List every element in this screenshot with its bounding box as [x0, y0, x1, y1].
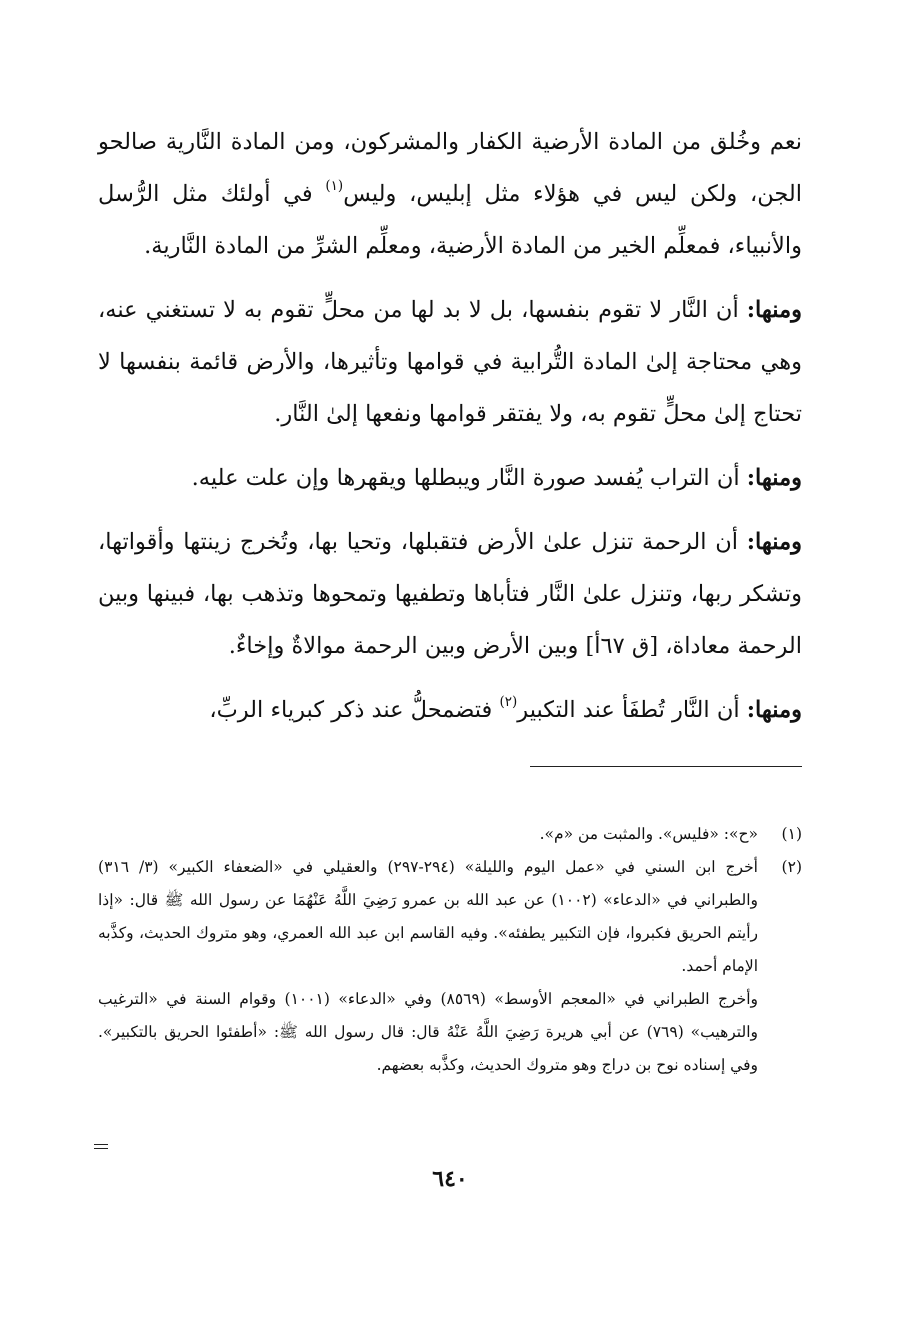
paragraph-4	[98, 516, 802, 672]
paragraph-lead: ومنها:	[746, 465, 802, 491]
paragraph-tail: فتضمحلُّ عند ذكر كبرياء الربِّ،	[209, 697, 500, 723]
page-number: ٦٤٠	[432, 1166, 468, 1192]
footnote-2-continuation: وأخرج الطبراني في «المعجم الأوسط» (٨٥٦٩) وفي «الدعاء» (١٠٠١) وقوام السنة في «الترغيب والترهيب» (٧٦٩) عن أبي هريرة رَضِيَ اللَّهُ عَنْهُ قال: قال رسول الله ﷺ: «أطفئوا الحريق بالتكبير». وفي إسناده نوح بن دراج وهو متروك الحديث، وكذَّبه بعضهم.	[98, 990, 758, 1074]
paragraph-text: أن الرحمة تنزل علىٰ الأرض فتقبلها، وتحيا بها، وتُخرج زينتها وأقواتها، وتشكر ربها، وتنزل علىٰ النَّار فتأباها وتطفيها وتمحوها وتذهب بها، فبينها وبين الرحمة معاداة، [ق ٦٧أ] وبين الأرض وبين الرحمة موالاةٌ وإخاءٌ.	[98, 529, 802, 659]
footnote-2	[98, 851, 802, 983]
paragraph-lead: ومنها:	[746, 297, 802, 323]
footnote-text: أخرج ابن السني في «عمل اليوم والليلة» (٢٩٤-٢٩٧) والعقيلي في «الضعفاء الكبير» (٣/ ٣١٦) والطبراني في «الدعاء» (١٠٠٢) عن عبد الله بن عمرو رَضِيَ اللَّهُ عَنْهُمَا عن رسول الله ﷺ قال: «إذا رأيتم الحريق فكبروا، فإن التكبير يطفئه». وفيه القاسم ابن عبد الله العمري، وهو متروك الحديث، وكذَّبه الإمام أحمد.	[98, 858, 759, 975]
footnote-separator	[530, 766, 802, 767]
main-text	[98, 116, 802, 748]
paragraph-1	[98, 116, 802, 272]
paragraph-5	[98, 684, 802, 736]
paragraph-text: أن التراب يُفسد صورة النَّار ويبطلها ويقهرها وإن علت عليه.	[191, 465, 747, 491]
paragraph-2	[98, 284, 802, 440]
paragraph-tail: في أولئك مثل الرُّسل والأنبياء، فمعلِّم الخير من المادة الأرضية، ومعلِّم الشرِّ من المادة النَّارية.	[98, 181, 802, 259]
footnote-ref: (٢)	[499, 693, 518, 710]
paragraph-lead: ومنها:	[746, 697, 802, 723]
footnote-ref: (١)	[325, 177, 344, 194]
footnote-1	[98, 818, 802, 851]
paragraph-3	[98, 452, 802, 504]
paragraph-lead: ومنها:	[746, 529, 802, 555]
continuation-mark	[94, 1144, 108, 1152]
paragraph-text: نعم وخُلق من المادة الأرضية الكفار والمشركون، ومن المادة النَّارية صالحو الجن، ولكن ليس في هؤلاء مثل إبليس، وليس	[98, 129, 802, 207]
footnote-number: (١)	[781, 825, 802, 843]
paragraph-text: أن النَّار تُطفَأ عند التكبير	[517, 697, 747, 723]
footnotes	[98, 818, 802, 1082]
footnote-text: «ح»: «فليس». والمثبت من «م».	[539, 825, 758, 843]
footnote-number: (٢)	[781, 858, 802, 876]
paragraph-text: أن النَّار لا تقوم بنفسها، بل لا بد لها من محلٍّ تقوم به لا تستغني عنه، وهي محتاجة إلىٰ المادة التُّرابية في قوامها وتأثيرها، والأرض قائمة بنفسها لا تحتاج إلىٰ محلٍّ تقوم به، ولا يفتقر قوامها ونفعها إلىٰ النَّار.	[98, 297, 802, 427]
